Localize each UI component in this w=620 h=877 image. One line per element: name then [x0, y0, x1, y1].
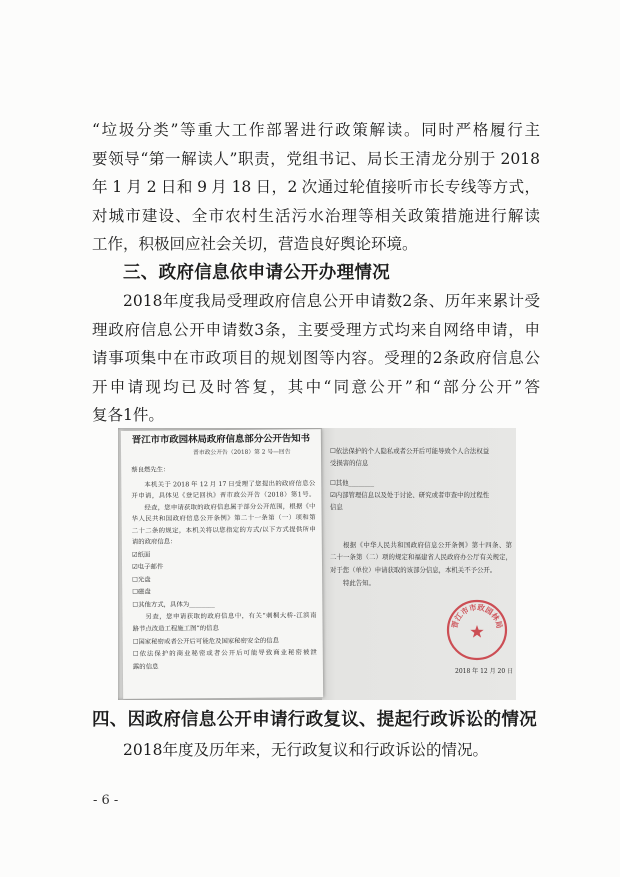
section-heading-4: 四、因政府信息公开申请行政复议、提起行政诉讼的情况	[92, 710, 537, 730]
body-text-line: 要领导“第一解读人”职责，党组书记、局长王清龙分别于 2018	[92, 149, 540, 168]
page-number: - 6 -	[93, 793, 119, 808]
scan-salutation: 蔡良燃先生：	[131, 465, 170, 474]
scan-text-line: 二十二条的规定，本机关将以您指定的方式/以下方式提供所申	[131, 524, 316, 535]
official-seal	[445, 598, 509, 662]
scan-text-line: 根据《中华人民共和国政府信息公开条例》第十四条、第	[343, 540, 512, 549]
body-text-line: 年 1 月 2 日和 9 月 18 日，2 次通过轮值接听市长专线等方式，	[92, 178, 540, 196]
scan-title: 晋江市市政园林局政府信息部分公开告知书	[131, 433, 311, 446]
scan-checkbox-option: ☐磁盘	[132, 587, 151, 596]
body-text-line: 2018年度及历年来，无行政复议和行政诉讼的情况。	[123, 741, 488, 759]
seal-star-icon	[470, 625, 483, 638]
scan-doc-number: 晋市政公开告（2018）第 2 号—回告	[193, 449, 291, 457]
body-text-line: 请事项集中在市政项目的规划图等内容。受理的2条政府信息公	[92, 349, 540, 367]
scan-text-line: 二十一条第（二）项的规定和福建省人民政府办公厅有关规定，	[330, 552, 512, 561]
scan-checkbox-option: ☐依法保护的商业秘密或者公开后可能导致商业秘密被泄	[132, 648, 317, 658]
body-text-line: 对城市建设、全市农村生活污水治理等相关政策措施进行解读	[92, 206, 540, 225]
scan-text-line: 华人民共和国政府信息公开条例》第二十一条第（一）项和第	[131, 513, 316, 523]
scan-text-line: 开申请，具体见《登记回执》晋市政公开告（2018）第1号。	[131, 490, 316, 500]
scan-text-line: 路节点改造工程施工图”的信息	[132, 624, 219, 633]
section-heading-3: 三、政府信息依申请公开办理情况	[123, 262, 390, 283]
body-text-line: 理政府信息公开申请数3条，主要受理方式均来自网络申请，申	[92, 320, 540, 339]
scan-checkbox-option: ☐其他________	[330, 478, 375, 487]
seal-text: 晋江市市政园林局	[449, 602, 505, 630]
scan-checkbox-option: ☐依法保护的个人隐私或者公开后可能导致个人合法权益	[330, 446, 490, 455]
scan-text-line: 信息	[330, 502, 343, 511]
scan-text-line: 受损害的信息	[330, 458, 369, 467]
scan-checkbox-option: ☑内部管理信息以及处于讨论、研究或者审查中的过程性	[330, 490, 490, 499]
scan-closing: 特此告知。	[343, 578, 375, 587]
scan-checkbox-option: ☐光盘	[132, 575, 151, 584]
scan-checkbox-option: ☐其他方式，具体为________	[132, 599, 215, 609]
scan-text-line: 请的政府信息：	[131, 537, 177, 546]
scan-checkbox-option: ☑纸面	[131, 550, 151, 559]
scan-text-line: 本机关于 2018 年 12 月 17 日受理了您提出的政府信息公	[144, 478, 316, 489]
body-text-line: “垃圾分类”等重大工作部署进行政策解读。同时严格履行主	[92, 121, 540, 139]
scan-text-line: 对于您（单位）申请获取的该部分信息，本机关不予公开。	[330, 565, 497, 574]
svg-text:晋江市市政园林局	[449, 602, 504, 630]
body-text-line: 复各1件。	[92, 406, 164, 424]
scan-date: 2018 年 12 月 20 日	[455, 668, 513, 675]
scanned-page-right	[322, 428, 516, 700]
scan-text-line: 另查，您申请获取的政府信息中，有关“刺桐大桥-江滨南	[145, 611, 317, 621]
scan-text-line: 经查，您申请获取的政府信息属于部分公开范围，根据《中	[144, 501, 316, 512]
scan-checkbox-option: ☐国家秘密或者公开后可能危及国家秘密安全的信息	[132, 636, 280, 646]
body-text-line: 工作，积极回应社会关切，营造良好舆论环境。	[92, 235, 418, 253]
body-text-line: 2018年度我局受理政府信息公开申请数2条、历年来累计受	[123, 292, 540, 310]
scan-checkbox-option: ☑电子邮件	[131, 562, 164, 571]
scan-text-line: 露的信息	[132, 662, 159, 671]
scanned-notice-image	[118, 428, 516, 700]
body-text-line: 开申请现均已及时答复，其中“同意公开”和“部分公开”答	[92, 377, 540, 396]
scanned-page-left	[121, 429, 323, 699]
